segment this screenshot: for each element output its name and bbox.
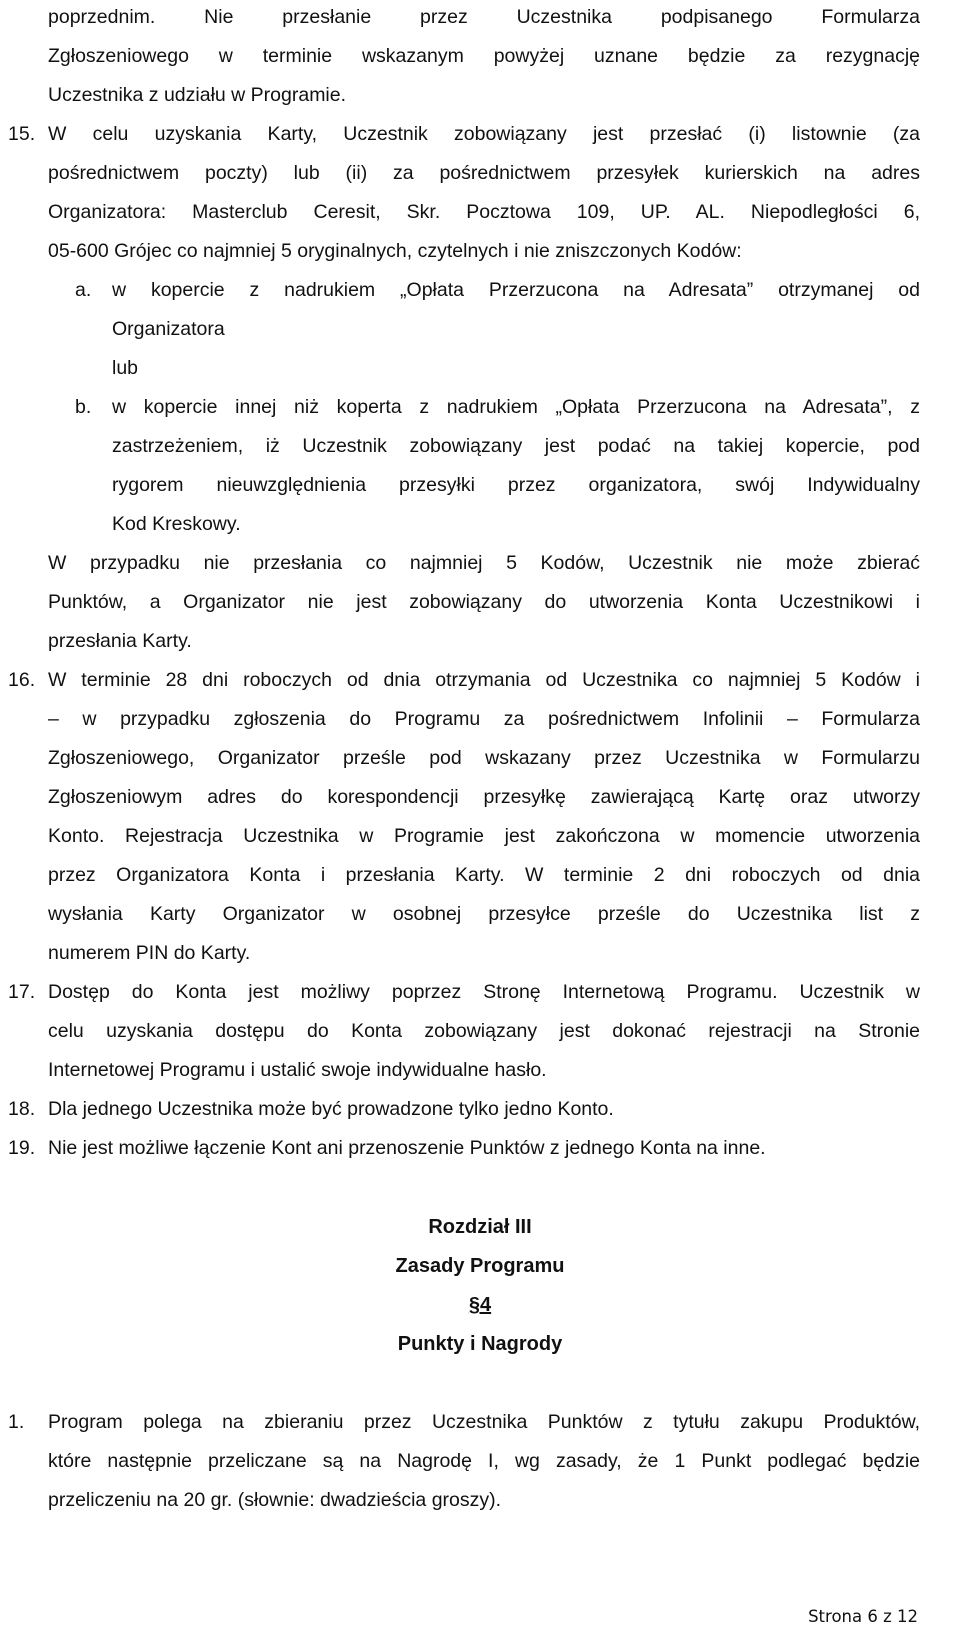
item-line: Nie jest możliwe łączenie Kont ani przenoszenie Punktów z jednego Konta na inne. — [48, 1137, 766, 1159]
page-number: Strona 6 z 12 — [808, 1607, 918, 1626]
item-line: przez Organizatora Konta i przesłania Karty. W terminie 2 dni roboczych od dnia — [48, 864, 920, 886]
item-number: 17. — [8, 981, 36, 1003]
item-line: numerem PIN do Karty. — [48, 942, 251, 964]
item-line: przesłania Karty. — [48, 630, 192, 652]
subitem-line: zastrzeżeniem, iż Uczestnik zobowiązany jest podać na takiej kopercie, pod — [112, 435, 920, 457]
item-line: Internetowej Programu i ustalić swoje indywidualne hasło. — [48, 1059, 547, 1081]
item-line: Punktów, a Organizator nie jest zobowiązany do utworzenia Konta Uczestnikowi i — [48, 591, 920, 613]
item-line: W przypadku nie przesłania co najmniej 5 Kodów, Uczestnik nie może zbierać — [48, 552, 920, 574]
subitem-line: rygorem nieuwzględnienia przesyłki przez organizatora, swój Indywidualny — [112, 474, 920, 496]
item-line: celu uzyskania dostępu do Konta zobowiązany jest dokonać rejestracji na Stronie — [48, 1020, 920, 1042]
item-line: Zgłoszeniowego, Organizator prześle pod wskazany przez Uczestnika w Formularzu — [48, 747, 920, 769]
item-line: które następnie przeliczane są na Nagrodę I, wg zasady, że 1 Punkt podlegać będzie — [48, 1450, 920, 1472]
item-line: Dostęp do Konta jest możliwy poprzez Stronę Internetową Programu. Uczestnik w — [48, 981, 920, 1003]
item-number: 16. — [8, 669, 36, 691]
item-line: Organizatora: Masterclub Ceresit, Skr. Pocztowa 109, UP. AL. Niepodległości 6, — [48, 201, 920, 223]
intro-line: poprzednim. Nie przesłanie przez Uczestnika podpisanego Formularza — [48, 6, 920, 28]
subitem-marker: a. — [75, 279, 92, 301]
item-line: Zgłoszeniowym adres do korespondencji przesyłkę zawierającą Kartę oraz utworzy — [48, 786, 920, 808]
subitem-line: Kod Kreskowy. — [112, 513, 241, 535]
chapter-title: Rozdział III — [428, 1216, 532, 1238]
item-line: pośrednictwem poczty) lub (ii) za pośrednictwem przesyłek kurierskich na adres — [48, 162, 920, 184]
section-number-text: §4 — [468, 1294, 492, 1316]
item-line: przeliczeniu na 20 gr. (słownie: dwadzieścia groszy). — [48, 1489, 502, 1511]
item-number: 19. — [8, 1137, 36, 1159]
subitem-marker: b. — [75, 396, 92, 418]
section-title: Punkty i Nagrody — [397, 1333, 563, 1355]
item-line: Konto. Rejestracja Uczestnika w Programie jest zakończona w momencie utworzenia — [48, 825, 920, 847]
intro-line: Zgłoszeniowego w terminie wskazanym powyżej uznane będzie za rezygnację — [48, 45, 920, 67]
item-line: Dla jednego Uczestnika może być prowadzone tylko jedno Konto. — [48, 1098, 614, 1120]
subitem-line: Organizatora — [112, 318, 225, 340]
item-number: 18. — [8, 1098, 36, 1120]
item-line: Program polega na zbieraniu przez Uczestnika Punktów z tytułu zakupu Produktów, — [48, 1411, 920, 1433]
section-number — [0, 1293, 960, 1317]
item-line: wysłania Karty Organizator w osobnej przesyłce prześle do Uczestnika list z — [48, 903, 920, 925]
item-line: – w przypadku zgłoszenia do Programu za pośrednictwem Infolinii – Formularza — [48, 708, 920, 730]
subitem-line: lub — [112, 357, 139, 379]
subitem-line: w kopercie innej niż koperta z nadrukiem „Opłata Przerzucona na Adresata”, z — [112, 396, 920, 418]
item-number: 15. — [8, 123, 36, 145]
chapter-subtitle: Zasady Programu — [395, 1255, 565, 1277]
intro-line: Uczestnika z udziału w Programie. — [48, 84, 347, 106]
item-line: W celu uzyskania Karty, Uczestnik zobowiązany jest przesłać (i) listownie (za — [48, 123, 920, 145]
item-line: W terminie 28 dni roboczych od dnia otrzymania od Uczestnika co najmniej 5 Kodów i — [48, 669, 920, 691]
subitem-line: w kopercie z nadrukiem „Opłata Przerzucona na Adresata” otrzymanej od — [112, 279, 920, 301]
item-number: 1. — [8, 1411, 25, 1433]
item-line: 05-600 Grójec co najmniej 5 oryginalnych, czytelnych i nie zniszczonych Kodów: — [48, 240, 742, 262]
